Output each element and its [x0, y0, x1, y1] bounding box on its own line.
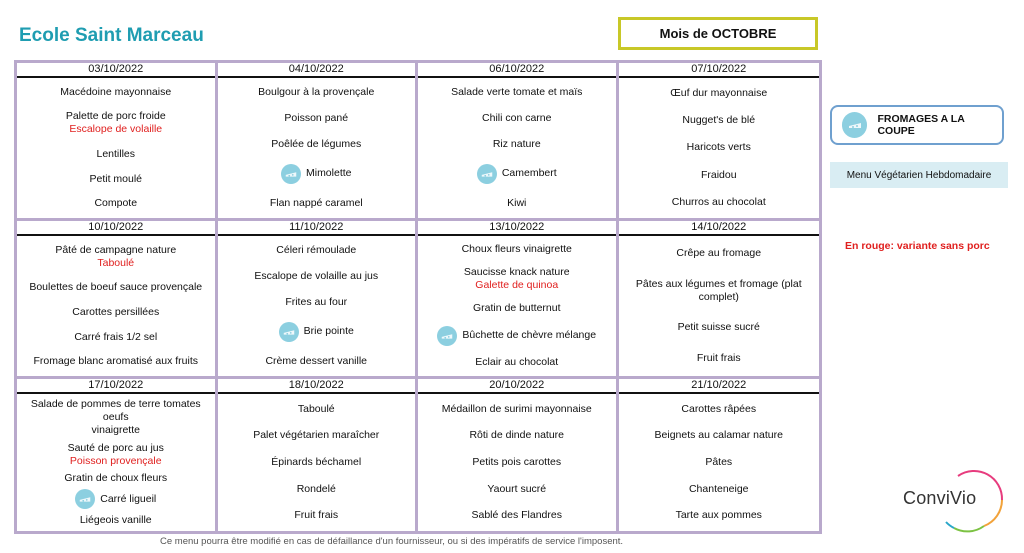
menu-item	[621, 87, 818, 100]
day-date: 03/10/2022	[17, 63, 215, 78]
day-cell	[17, 379, 218, 531]
menu-item	[19, 281, 213, 294]
menu-item	[220, 197, 414, 210]
day-cell	[619, 379, 820, 531]
day-cell	[17, 63, 218, 221]
menu-item	[220, 138, 414, 151]
day-date: 11/10/2022	[218, 221, 416, 236]
menu-item	[19, 489, 213, 509]
menu-item-text: Flan nappé caramel	[269, 196, 363, 209]
day-cell	[619, 63, 820, 221]
menu-item-text: Nugget's de blé	[682, 114, 756, 127]
pork-free-variant: Galette de quinoa	[475, 279, 559, 292]
menu-item	[220, 296, 414, 309]
vegetarian-legend: Menu Végétarien Hebdomadaire	[830, 162, 1008, 188]
menu-item-text: Gratin de butternut	[472, 302, 561, 315]
pork-free-variant: Poisson provençale	[69, 454, 162, 467]
cheese-icon	[477, 164, 497, 184]
menu-item	[19, 197, 213, 210]
day-items	[418, 394, 616, 531]
day-items	[17, 236, 215, 376]
menu-item	[19, 110, 213, 136]
menu-item-text: Escalope de volaille au jus	[254, 270, 379, 283]
day-date: 13/10/2022	[418, 221, 616, 236]
day-cell	[418, 221, 619, 379]
menu-item-text: Carré frais 1/2 sel	[74, 330, 158, 343]
menu-item	[621, 114, 818, 127]
menu-item	[621, 429, 818, 442]
menu-item	[19, 244, 213, 270]
menu-item-text: complet)	[698, 290, 739, 303]
menu-item	[220, 164, 414, 184]
menu-item-text: Petit moulé	[89, 172, 143, 185]
convivio-logo	[898, 468, 1010, 534]
menu-item-text: Poisson pané	[284, 112, 349, 125]
menu-item	[19, 86, 213, 99]
menu-item-text: Pâtes aux légumes et fromage (plat	[635, 277, 802, 290]
menu-item-text: Brie pointe	[303, 325, 354, 338]
menu-item-text: Compote	[94, 197, 138, 210]
menu-item-text: Rondelé	[296, 482, 336, 495]
menu-item-text: Carottes râpées	[681, 402, 757, 415]
day-cell	[418, 379, 619, 531]
menu-item-text: Camembert	[501, 167, 557, 180]
menu-item	[220, 483, 414, 496]
menu-item	[420, 86, 614, 99]
menu-item-text: Bûchette de chèvre mélange	[462, 329, 597, 342]
day-items	[218, 394, 416, 531]
day-items	[418, 236, 616, 376]
menu-item	[621, 141, 818, 154]
menu-item-text: Médaillon de surimi mayonnaise	[441, 402, 592, 415]
menu-item	[420, 456, 614, 469]
day-date: 10/10/2022	[17, 221, 215, 236]
menu-item-text: Yaourt sucré	[487, 482, 547, 495]
day-date: 14/10/2022	[619, 221, 820, 236]
menu-item	[220, 456, 414, 469]
menu-item	[621, 403, 818, 416]
menu-item-text: Fruit frais	[696, 352, 741, 365]
menu-item	[19, 472, 213, 485]
menu-grid	[14, 60, 822, 534]
day-cell	[218, 63, 419, 221]
menu-item-text: Beignets au calamar nature	[654, 429, 783, 442]
menu-item	[420, 164, 614, 184]
menu-item-text: Liégeois vanille	[79, 513, 152, 526]
menu-item	[621, 196, 818, 209]
menu-item-text: Chili con carne	[482, 112, 552, 125]
fromages-label: FROMAGES A LA COUPE	[877, 113, 965, 137]
menu-item-text: Petits pois carottes	[472, 455, 562, 468]
menu-item-text: Rôti de dinde nature	[469, 429, 565, 442]
cheese-item	[437, 326, 596, 346]
day-cell	[17, 221, 218, 379]
footer-note: Ce menu pourra être modifié en cas de défaillance d'un fournisseur, ou si des impératifs de service l'imposent.	[160, 536, 624, 547]
cheese-item	[75, 489, 156, 509]
menu-item-text: Taboulé	[297, 402, 335, 415]
menu-item-text: Boulettes de boeuf sauce provençale	[29, 281, 203, 294]
menu-item	[621, 483, 818, 496]
menu-item-text: Fraidou	[700, 168, 737, 181]
menu-item	[220, 509, 414, 522]
menu-item-text: Poêlée de légumes	[271, 137, 362, 150]
menu-item-text: Palet végétarien maraîcher	[253, 429, 380, 442]
menu-item	[19, 148, 213, 161]
cheese-icon	[75, 489, 95, 509]
day-items	[619, 236, 820, 376]
menu-item	[19, 398, 213, 437]
menu-item-text: Churros au chocolat	[671, 195, 766, 208]
day-date: 06/10/2022	[418, 63, 616, 78]
menu-item	[420, 197, 614, 210]
menu-item-text: Fruit frais	[294, 509, 339, 522]
menu-item	[19, 355, 213, 368]
menu-item	[621, 169, 818, 182]
menu-item-text: Salade de pommes de terre tomates oeufs	[30, 398, 201, 424]
pork-free-variant: Escalope de volaille	[69, 123, 163, 136]
menu-item-text: Sablé des Flandres	[471, 509, 562, 522]
day-cell	[619, 221, 820, 379]
menu-item	[420, 326, 614, 346]
menu-item-text: Fromage blanc aromatisé aux fruits	[33, 355, 199, 368]
day-items	[418, 78, 616, 218]
menu-item	[220, 112, 414, 125]
menu-item	[220, 270, 414, 283]
menu-item-text: Lentilles	[96, 147, 136, 160]
menu-item	[19, 173, 213, 186]
cheese-icon	[437, 326, 457, 346]
menu-item	[420, 483, 614, 496]
menu-item-text: Chanteneige	[688, 482, 749, 495]
menu-item	[420, 302, 614, 315]
menu-item	[420, 356, 614, 369]
menu-item	[420, 429, 614, 442]
menu-item-text: Épinards béchamel	[271, 455, 362, 468]
fromages-legend	[830, 105, 1004, 145]
menu-item	[621, 352, 818, 365]
red-variant-note: En rouge: variante sans porc	[845, 240, 990, 252]
menu-item	[19, 514, 213, 527]
menu-item	[621, 321, 818, 334]
menu-item	[19, 442, 213, 468]
day-cell	[218, 221, 419, 379]
cheese-icon	[279, 322, 299, 342]
menu-item-text: vinaigrette	[91, 424, 140, 437]
menu-item	[220, 355, 414, 368]
menu-item-text: Choux fleurs vinaigrette	[461, 243, 572, 256]
menu-item	[420, 266, 614, 292]
cheese-icon	[281, 164, 301, 184]
menu-item-text: Saucisse knack nature	[463, 266, 570, 279]
day-items	[619, 394, 820, 531]
month-title: Mois de OCTOBRE	[618, 17, 818, 50]
cheese-item	[477, 164, 557, 184]
menu-item-text: Salade verte tomate et maïs	[451, 86, 583, 99]
day-cell	[418, 63, 619, 221]
cheese-item	[279, 322, 354, 342]
day-date: 17/10/2022	[17, 379, 215, 394]
menu-item	[220, 322, 414, 342]
menu-item	[220, 86, 414, 99]
menu-item-text: Tarte aux pommes	[675, 509, 762, 522]
menu-item-text: Céleri rémoulade	[276, 244, 357, 257]
menu-item-text: Palette de porc froide	[65, 110, 166, 123]
menu-item-text: Riz nature	[492, 137, 541, 150]
menu-item-text: Crêpe au fromage	[676, 246, 762, 259]
menu-item-text: Petit suisse sucré	[677, 321, 760, 334]
menu-item	[621, 509, 818, 522]
day-cell	[218, 379, 419, 531]
menu-item-text: Mimolette	[305, 167, 352, 180]
day-items	[17, 78, 215, 218]
menu-item-text: Kiwi	[507, 196, 527, 209]
menu-item	[420, 243, 614, 256]
logo-text: ConviVio	[903, 488, 977, 508]
menu-item	[220, 244, 414, 257]
menu-item	[19, 306, 213, 319]
cheese-icon	[842, 112, 867, 138]
day-date: 20/10/2022	[418, 379, 616, 394]
menu-item	[621, 278, 818, 304]
menu-item	[621, 456, 818, 469]
day-items	[218, 236, 416, 376]
menu-item-text: Pâtes	[705, 455, 733, 468]
cheese-item	[281, 164, 352, 184]
day-date: 21/10/2022	[619, 379, 820, 394]
menu-item-text: Boulgour à la provençale	[258, 86, 375, 99]
menu-item-text: Haricots verts	[686, 141, 751, 154]
day-date: 07/10/2022	[619, 63, 820, 78]
menu-item-text: Œuf dur mayonnaise	[670, 87, 768, 100]
menu-item-text: Pâté de campagne nature	[55, 243, 177, 256]
menu-item-text: Sauté de porc au jus	[67, 441, 164, 454]
pork-free-variant: Taboulé	[97, 256, 135, 269]
menu-item-text: Gratin de choux fleurs	[64, 471, 168, 484]
day-date: 04/10/2022	[218, 63, 416, 78]
menu-item-text: Carottes persillées	[72, 305, 160, 318]
day-items	[619, 78, 820, 218]
menu-item-text: Frites au four	[285, 295, 348, 308]
menu-item	[220, 429, 414, 442]
day-date: 18/10/2022	[218, 379, 416, 394]
menu-item	[420, 112, 614, 125]
school-name: Ecole Saint Marceau	[19, 25, 204, 46]
menu-item-text: Macédoine mayonnaise	[60, 85, 172, 98]
menu-item	[220, 403, 414, 416]
menu-item	[420, 403, 614, 416]
day-items	[17, 394, 215, 531]
menu-item	[621, 247, 818, 260]
menu-item	[420, 138, 614, 151]
menu-item-text: Eclair au chocolat	[475, 355, 559, 368]
menu-item-text: Crème dessert vanille	[265, 354, 368, 367]
menu-item	[420, 509, 614, 522]
menu-item	[19, 331, 213, 344]
day-items	[218, 78, 416, 218]
menu-item-text: Carré ligueil	[100, 492, 157, 505]
